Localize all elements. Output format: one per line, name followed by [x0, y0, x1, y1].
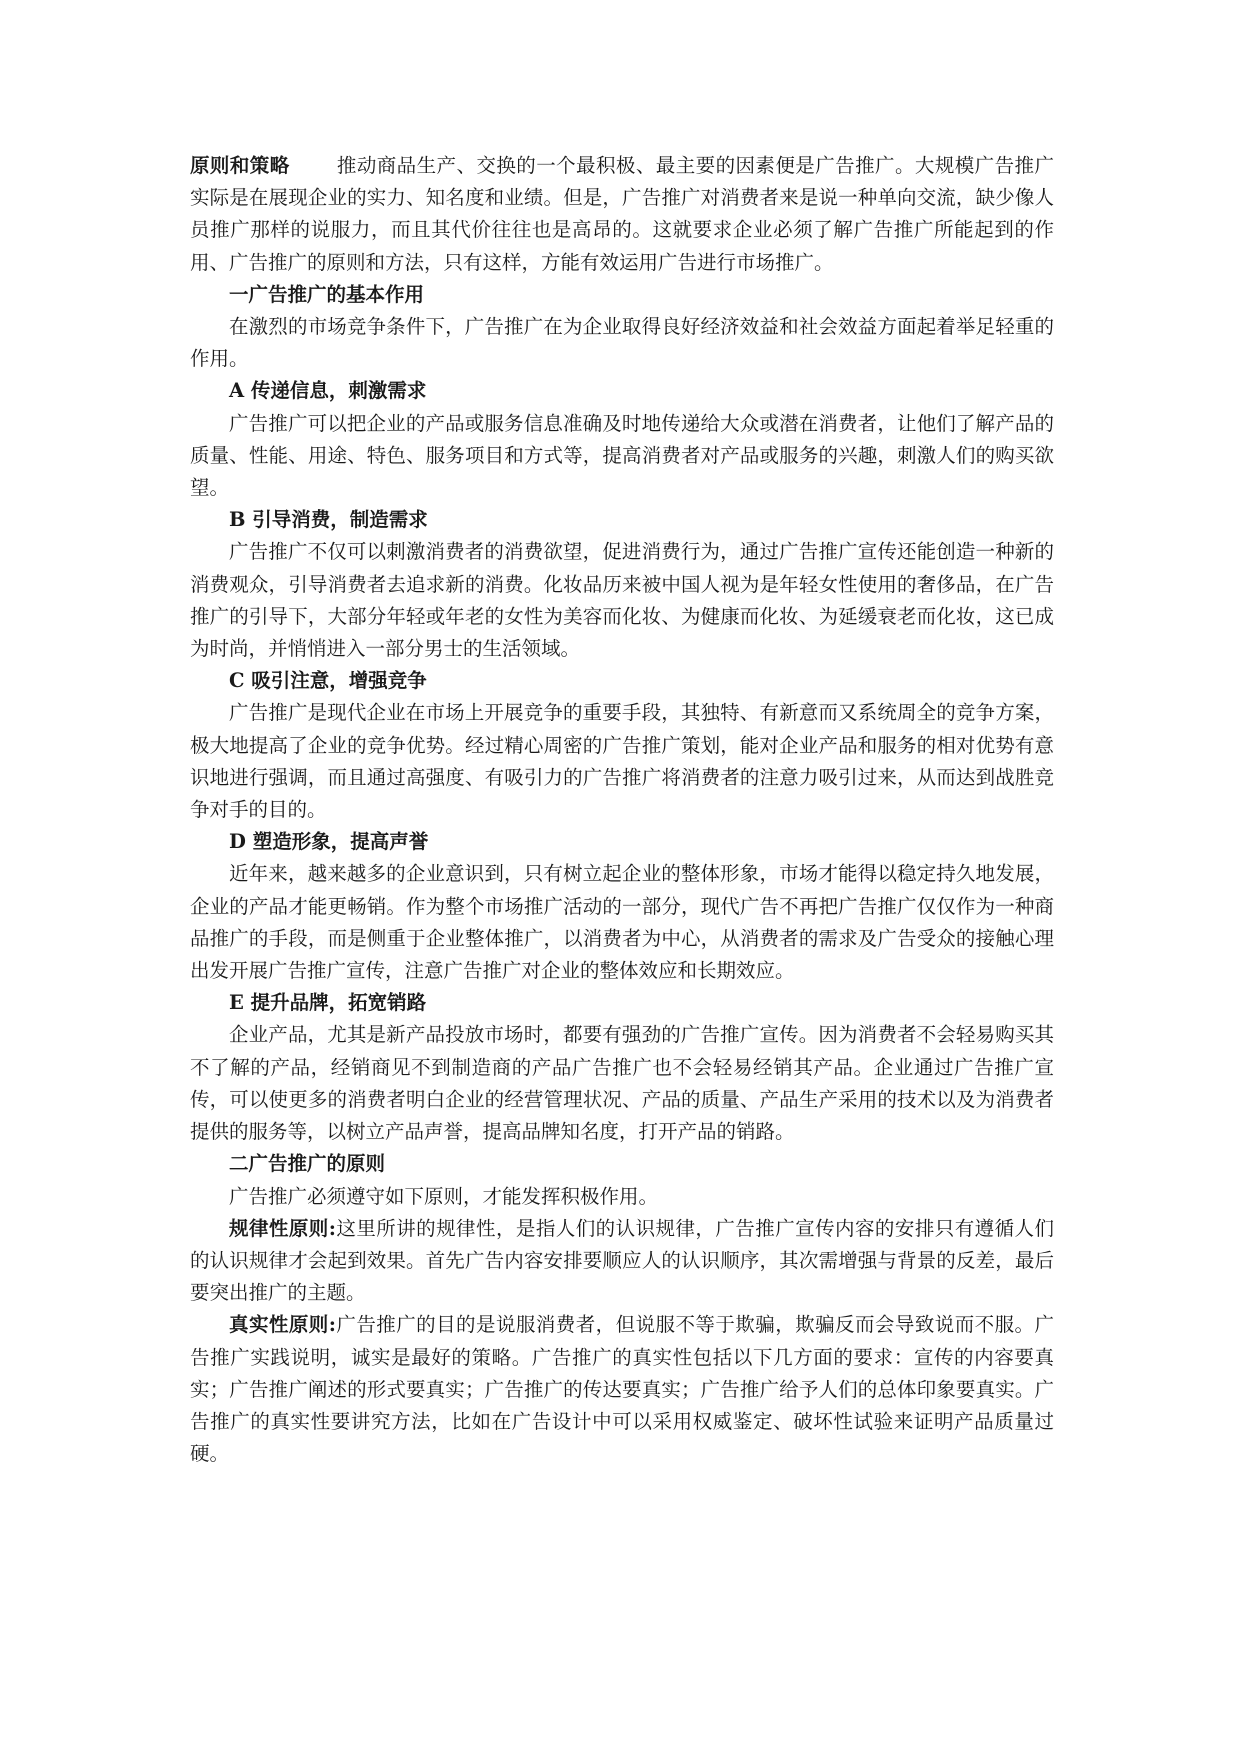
section-paragraph: 在激烈的市场竞争条件下，广告推广在为企业取得良好经济效益和社会效益方面起着举足轻重的作用。 [190, 315, 1054, 371]
intro-title: 原则和策略 [190, 154, 290, 177]
intro-text: 推动商品生产、交换的一个最积极、最主要的因素便是广告推广。大规模广告推广实际是在展现企业的实力、知名度和业绩。但是，广告推广对消费者来是说一种单向交流，缺少像人员推广那样的说服力，而且其代价往往也是高昂的。这就要求企业必须了解广告推广所能起到的作用、广告推广的原则和方法，只有这样，方能有效运用广告进行市场推广。 [190, 154, 1054, 274]
principle-label: 真实性原则: [229, 1313, 336, 1337]
principle-text: 广告推广的目的是说服消费者，但说服不等于欺骗，欺骗反而会导致说而不服。广告推广实践说明，诚实是最好的策略。广告推广的真实性包括以下几方面的要求：宣传的内容要真实；广告推广阐述的形式要真实；广告推广的传达要真实；广告推广给予人们的总体印象要真实。广告推广的真实性要讲究方法，比如在广告设计中可以采用权威鉴定、破坏性试验来证明产品质量过硬。 [190, 1313, 1054, 1466]
principle-label: 规律性原则: [229, 1216, 336, 1240]
item-paragraph: 广告推广是现代企业在市场上开展竞争的重要手段，其独特、有新意而又系统周全的竞争方案，极大地提高了企业的竞争优势。经过精心周密的广告推广策划，能对企业产品和服务的相对优势有意识地进行强调，而且通过高强度、有吸引力的广告推广将消费者的注意力吸引过来，从而达到战胜竞争对手的目的。 [190, 701, 1054, 822]
item-heading: E 提升品牌，拓宽销路 [229, 991, 427, 1015]
principle-paragraph [190, 1309, 1054, 1470]
section-heading: 二广告推广的原则 [229, 1152, 386, 1176]
intro-paragraph [190, 150, 1054, 279]
section-heading: 一广告推广的基本作用 [229, 282, 425, 306]
item-heading: B 引导消费，制造需求 [229, 508, 428, 532]
item-paragraph: 广告推广不仅可以刺激消费者的消费欲望，促进消费行为，通过广告推广宣传还能创造一种新的消费观众，引导消费者去追求新的消费。化妆品历来被中国人视为是年轻女性使用的奢侈品，在广告推广的引导下，大部分年轻或年老的女性为美容而化妆、为健康而化妆、为延缓衰老而化妆，这已成为时尚，并悄悄进入一部分男士的生活领域。 [190, 540, 1054, 661]
principle-text: 这里所讲的规律性，是指人们的认识规律，广告推广宣传内容的安排只有遵循人们的认识规律才会起到效果。首先广告内容安排要顺应人的认识顺序，其次需增强与背景的反差，最后要突出推广的主题。 [190, 1216, 1054, 1305]
item-heading: C 吸引注意，增强竞争 [229, 669, 427, 693]
section-paragraph: 广告推广必须遵守如下原则，才能发挥积极作用。 [229, 1184, 659, 1208]
item-paragraph: 近年来，越来越多的企业意识到，只有树立起企业的整体形象，市场才能得以稳定持久地发展，企业的产品才能更畅销。作为整个市场推广活动的一部分，现代广告不再把广告推广仅仅作为一种商品推广的手段，而是侧重于企业整体推广，以消费者为中心，从消费者的需求及广告受众的接触心理出发开展广告推广宣传，注意广告推广对企业的整体效应和长期效应。 [190, 862, 1054, 983]
principle-paragraph [190, 1213, 1054, 1310]
document-page [190, 150, 1054, 1470]
item-paragraph: 广告推广可以把企业的产品或服务信息准确及时地传递给大众或潜在消费者，让他们了解产品的质量、性能、用途、特色、服务项目和方式等，提高消费者对产品或服务的兴趣，刺激人们的购买欲望。 [190, 411, 1054, 500]
item-heading: D 塑造形象，提高声誉 [229, 830, 429, 854]
item-heading: A 传递信息，刺激需求 [229, 379, 427, 403]
item-paragraph: 企业产品，尤其是新产品投放市场时，都要有强劲的广告推广宣传。因为消费者不会轻易购买其不了解的产品，经销商见不到制造商的产品广告推广也不会轻易经销其产品。企业通过广告推广宣传，可以使更多的消费者明白企业的经营管理状况、产品的质量、产品生产采用的技术以及为消费者提供的服务等，以树立产品声誉，提高品牌知名度，打开产品的销路。 [190, 1023, 1054, 1144]
